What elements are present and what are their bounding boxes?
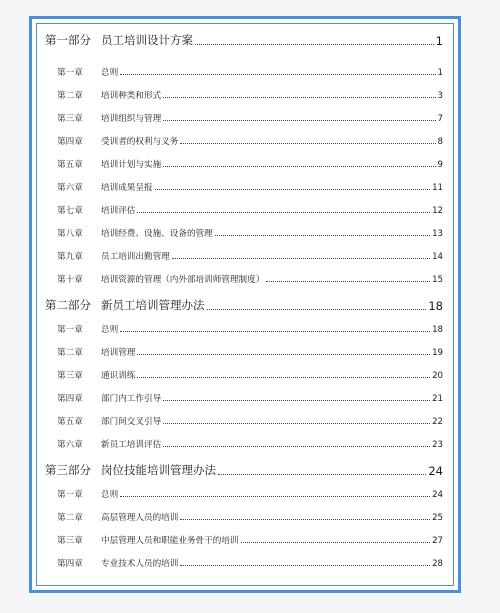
toc-chapter-entry[interactable]: [45, 415, 443, 427]
toc-entry-label: [45, 227, 213, 239]
toc-entry-title: 受训者的权利与义务: [101, 137, 179, 147]
toc-entry-title: 岗位技能培训管理办法: [101, 463, 216, 477]
toc-entry-number: 第四章: [57, 559, 83, 569]
toc-page-number: 1: [437, 68, 443, 78]
dot-leader: [207, 309, 427, 310]
toc-chapter-entry[interactable]: [45, 438, 443, 450]
toc-page-number: 18: [432, 325, 443, 335]
dot-leader: [218, 474, 426, 475]
toc-entry-label: [45, 438, 161, 450]
toc-chapter-entry[interactable]: [45, 89, 443, 101]
dot-leader: [180, 143, 435, 144]
toc-entry-number: 第五章: [57, 160, 83, 170]
toc-entry-number: 第六章: [57, 440, 83, 450]
toc-page-number: 24: [428, 464, 443, 478]
toc-entry-label: [45, 158, 161, 170]
toc-page-number: 3: [437, 91, 443, 101]
dot-leader: [180, 519, 430, 520]
toc-entry-label: [45, 135, 178, 147]
toc-entry-number: 第一章: [57, 68, 83, 78]
toc-entry-label: [45, 273, 264, 285]
toc-part-entry[interactable]: [45, 297, 443, 313]
toc-entry-title: 培训经费、设施、设备的管理: [101, 229, 213, 239]
toc-entry-number: 第一章: [57, 490, 83, 500]
toc-part-entry[interactable]: [45, 462, 443, 478]
toc-page-number: 24: [432, 490, 443, 500]
toc-entry-number: 第三章: [57, 114, 83, 124]
toc-page-number: 20: [432, 371, 443, 381]
toc-page-number: 7: [437, 114, 443, 124]
toc-chapter-entry[interactable]: [45, 346, 443, 358]
dot-leader: [163, 400, 430, 401]
toc-entry-label: [45, 297, 205, 313]
toc-entry-title: 培训评估: [101, 206, 136, 216]
toc-page-number: 28: [432, 559, 443, 569]
toc-entry-number: 第八章: [57, 229, 83, 239]
toc-chapter-entry[interactable]: [45, 181, 443, 193]
toc-entry-number: 第三章: [57, 536, 83, 546]
dot-leader: [120, 496, 430, 497]
dot-leader: [155, 189, 430, 190]
dot-leader: [163, 166, 435, 167]
toc-page-number: 18: [428, 299, 443, 313]
toc-page-number: 22: [432, 417, 443, 427]
toc-entry-label: [45, 369, 135, 381]
dot-leader: [137, 377, 430, 378]
toc-page-number: 21: [432, 394, 443, 404]
toc-entry-title: 总则: [101, 68, 119, 78]
toc-page-number: 23: [432, 440, 443, 450]
toc-page-number: 13: [432, 229, 443, 239]
toc-chapter-entry[interactable]: [45, 227, 443, 239]
toc-entry-label: [45, 462, 216, 478]
dot-leader: [137, 354, 430, 355]
toc-entry-number: 第一部分: [45, 33, 91, 47]
toc-entry-number: 第二部分: [45, 298, 91, 312]
toc-chapter-entry[interactable]: [45, 112, 443, 124]
toc-entry-number: 第二章: [57, 91, 83, 101]
toc-entry-title: 新员工培训管理办法: [101, 298, 205, 312]
toc-entry-label: [45, 346, 135, 358]
toc-page-number: 25: [432, 513, 443, 523]
toc-entry-number: 第三部分: [45, 463, 91, 477]
toc-chapter-entry[interactable]: [45, 323, 443, 335]
dot-leader: [163, 423, 430, 424]
toc-entry-number: 第五章: [57, 417, 83, 427]
toc-chapter-entry[interactable]: [45, 392, 443, 404]
dot-leader: [180, 565, 430, 566]
toc-entry-label: [45, 204, 135, 216]
toc-entry-title: 中层管理人员和职能业务骨干的培训: [101, 536, 239, 546]
toc-entry-title: 培训管理: [101, 348, 136, 358]
toc-page-number: 9: [437, 160, 443, 170]
toc-entry-label: [45, 89, 161, 101]
dot-leader: [120, 331, 430, 332]
toc-chapter-entry[interactable]: [45, 488, 443, 500]
toc-entry-number: 第六章: [57, 183, 83, 193]
toc-chapter-entry[interactable]: [45, 66, 443, 78]
toc-entry-label: [45, 392, 161, 404]
toc-entry-title: 培训资源的管理（内外部培训师管理制度）: [101, 275, 265, 285]
toc-entry-number: 第二章: [57, 513, 83, 523]
toc-entry-label: [45, 415, 161, 427]
toc-entry-number: 第四章: [57, 394, 83, 404]
toc-entry-title: 部门内工作引导: [101, 394, 162, 404]
toc-entry-title: 培训种类和形式: [101, 91, 162, 101]
toc-page-number: 15: [432, 275, 443, 285]
toc-entry-title: 通识训练: [101, 371, 136, 381]
toc-entry-title: 高层管理人员的培训: [101, 513, 179, 523]
toc-entry-label: [45, 534, 239, 546]
toc-entry-number: 第四章: [57, 137, 83, 147]
toc-chapter-entry[interactable]: [45, 204, 443, 216]
dot-leader: [163, 446, 430, 447]
toc-chapter-entry[interactable]: [45, 158, 443, 170]
toc-chapter-entry[interactable]: [45, 369, 443, 381]
toc-entry-number: 第二章: [57, 348, 83, 358]
toc-entry-label: [45, 557, 178, 569]
toc-entry-label: [45, 181, 153, 193]
toc-entry-label: [45, 250, 170, 262]
toc-entry-title: 培训计划与实施: [101, 160, 162, 170]
toc-entry-number: 第七章: [57, 206, 83, 216]
toc-chapter-entry[interactable]: [45, 534, 443, 546]
toc-page-number: 8: [437, 137, 443, 147]
dot-leader: [172, 258, 430, 259]
toc-entry-label: [45, 488, 118, 500]
toc-chapter-entry[interactable]: [45, 273, 443, 285]
toc-page-number: 12: [432, 206, 443, 216]
toc-page-number: 14: [432, 252, 443, 262]
toc-chapter-entry[interactable]: [45, 557, 443, 569]
toc-entry-title: 部门间交叉引导: [101, 417, 162, 427]
toc-entry-number: 第十章: [57, 275, 83, 285]
toc-part-entry[interactable]: [45, 32, 443, 48]
toc-page-number: 19: [432, 348, 443, 358]
toc-entry-label: [45, 112, 161, 124]
dot-leader: [120, 74, 435, 75]
toc-entry-title: 专业技术人员的培训: [101, 559, 179, 569]
dot-leader: [215, 235, 430, 236]
toc-entry-title: 员工培训出勤管理: [101, 252, 170, 262]
dot-leader: [137, 212, 430, 213]
toc-entry-title: 培训成果呈报: [101, 183, 153, 193]
dot-leader: [241, 542, 431, 543]
toc-page-number: 1: [435, 34, 443, 48]
toc-entry-number: 第三章: [57, 371, 83, 381]
toc-chapter-entry[interactable]: [45, 250, 443, 262]
toc-entry-number: 第一章: [57, 325, 83, 335]
toc-entry-label: [45, 323, 118, 335]
dot-leader: [195, 44, 434, 45]
toc-chapter-entry[interactable]: [45, 511, 443, 523]
dot-leader: [266, 281, 430, 282]
toc-entry-title: 总则: [101, 490, 119, 500]
toc-entry-title: 员工培训设计方案: [101, 33, 193, 47]
toc-entry-title: 总则: [101, 325, 119, 335]
dot-leader: [163, 97, 435, 98]
dot-leader: [163, 120, 435, 121]
toc-entry-label: [45, 511, 178, 523]
toc-chapter-entry[interactable]: [45, 135, 443, 147]
toc-entry-label: [45, 66, 118, 78]
toc-entry-title: 新员工培训评估: [101, 440, 162, 450]
toc-page-number: 11: [432, 183, 443, 193]
toc-entry-label: [45, 32, 193, 48]
toc-page-number: 27: [432, 536, 443, 546]
toc-entry-title: 培训组织与管理: [101, 114, 162, 124]
toc-entry-number: 第九章: [57, 252, 83, 262]
